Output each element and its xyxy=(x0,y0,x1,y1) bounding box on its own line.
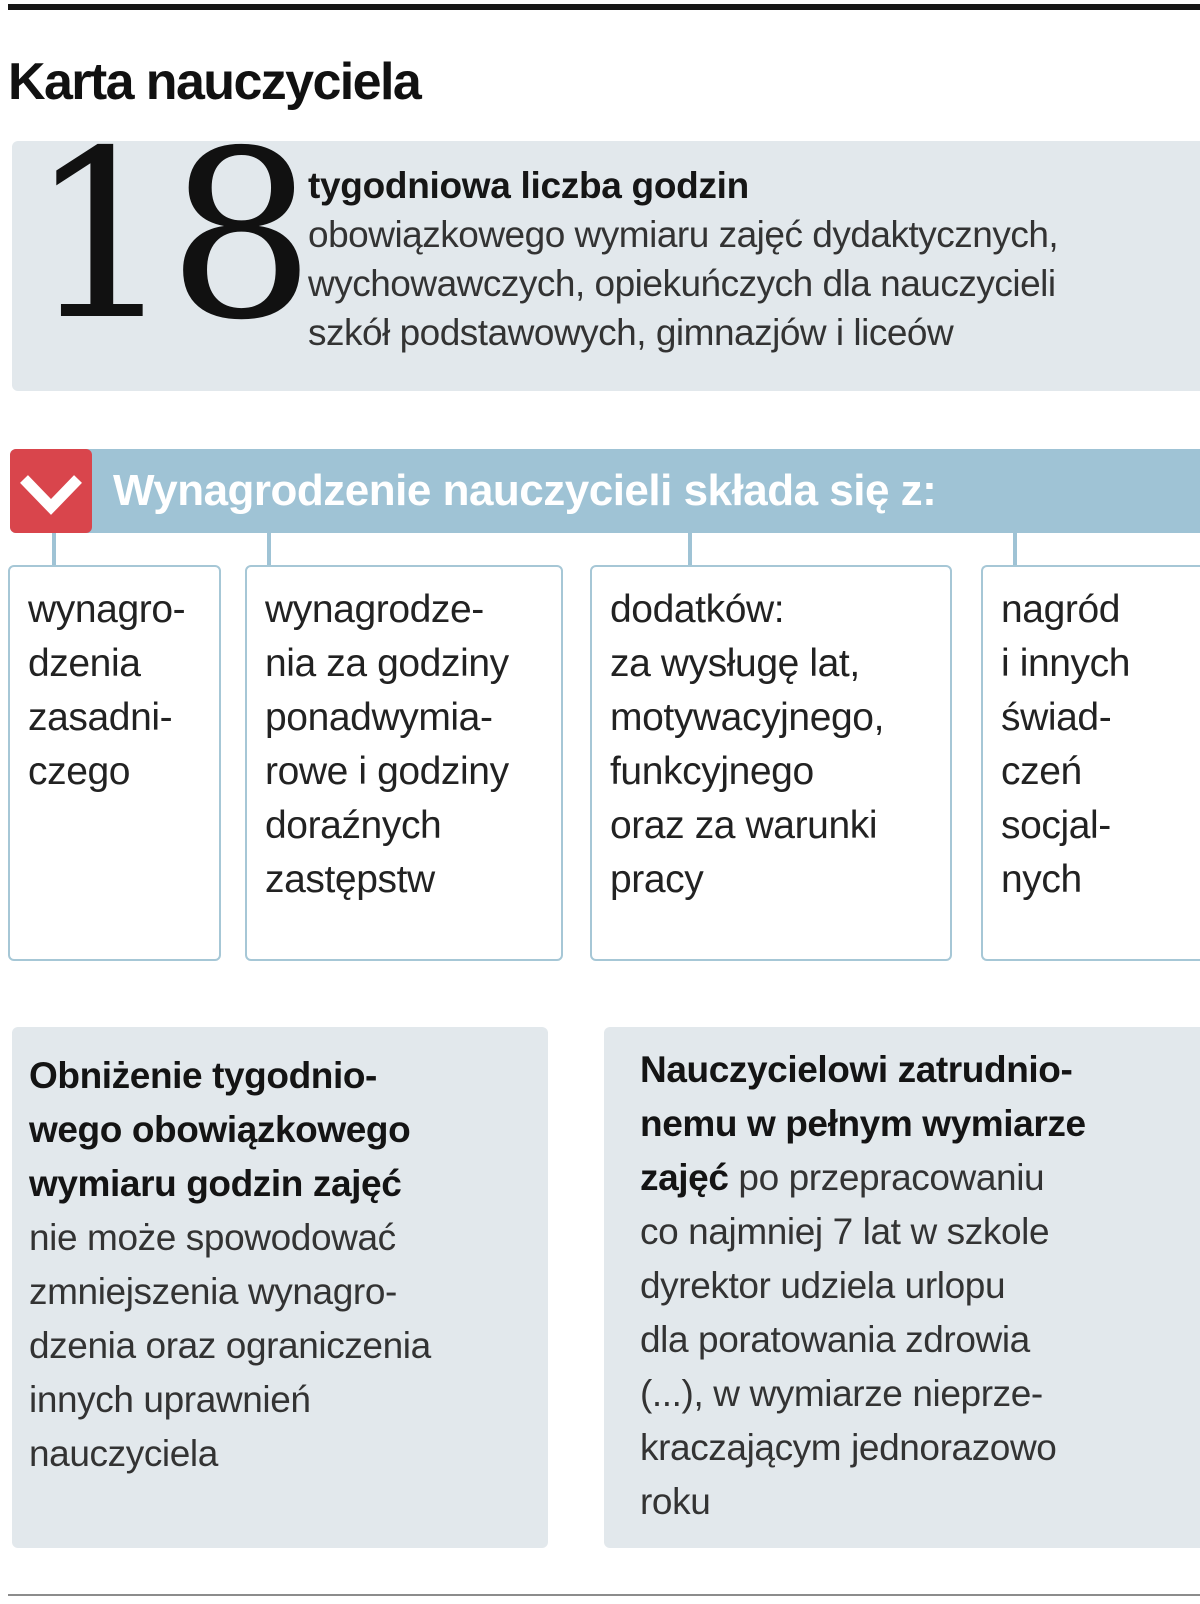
stat-text xyxy=(308,161,1200,357)
stat-number: 18 xyxy=(28,101,308,371)
page-title: Karta nauczyciela xyxy=(8,53,421,111)
chevron-badge xyxy=(10,449,92,533)
info-left-bold: Obniżenie tygodnio- wego obowiązkowego wymiaru godzin zajęć xyxy=(29,1055,411,1204)
connector-line xyxy=(1013,533,1017,565)
banner-heading: Wynagrodzenie nauczycieli składa się z: xyxy=(113,466,937,515)
info-box-left xyxy=(12,1027,548,1548)
stat-label: tygodniowa liczba godzin xyxy=(308,165,749,206)
top-rule xyxy=(8,4,1200,10)
info-right-bold: Nauczycielowi zatrudnio- nemu w pełnym wymiarze zajęć xyxy=(640,1049,1086,1198)
component-text: dodatków: za wysługę lat, motywacyjnego, funkcyjnego oraz za warunki pracy xyxy=(610,588,885,901)
info-right-text xyxy=(640,1043,1086,1529)
component-text: wynagro- dzenia zasadni- czego xyxy=(28,588,186,793)
component-text: nagród i innych świad- czeń socjal- nych xyxy=(1001,588,1131,901)
connector-line xyxy=(688,533,692,565)
component-card xyxy=(590,565,952,961)
component-text: wynagrodze- nia za godziny ponadwymia- rowe i godziny doraźnych zastępstw xyxy=(265,588,509,901)
stat-description: obowiązkowego wymiaru zajęć dydaktycznych, wychowawczych, opiekuńczych dla nauczycieli szkół podstawowych, gimnazjów i liceów xyxy=(308,214,1059,353)
connector-line xyxy=(267,533,271,565)
info-right-body: po przepracowaniu co najmniej 7 lat w szkole dyrektor udziela urlopu dla poratowania zdrowia (...), w wymiarze nieprze- kraczającym jednorazowo roku xyxy=(640,1157,1057,1522)
component-card xyxy=(245,565,563,961)
connector-line xyxy=(52,533,56,565)
info-left-body: nie może spowodować zmniejszenia wynagro- dzenia oraz ograniczenia innych uprawnień nauczyciela xyxy=(29,1217,431,1474)
component-card xyxy=(8,565,221,961)
info-box-right xyxy=(604,1027,1200,1548)
info-left-text xyxy=(29,1049,431,1481)
chevron-down-icon xyxy=(10,449,92,533)
component-card xyxy=(981,565,1200,961)
bottom-rule xyxy=(8,1594,1200,1596)
